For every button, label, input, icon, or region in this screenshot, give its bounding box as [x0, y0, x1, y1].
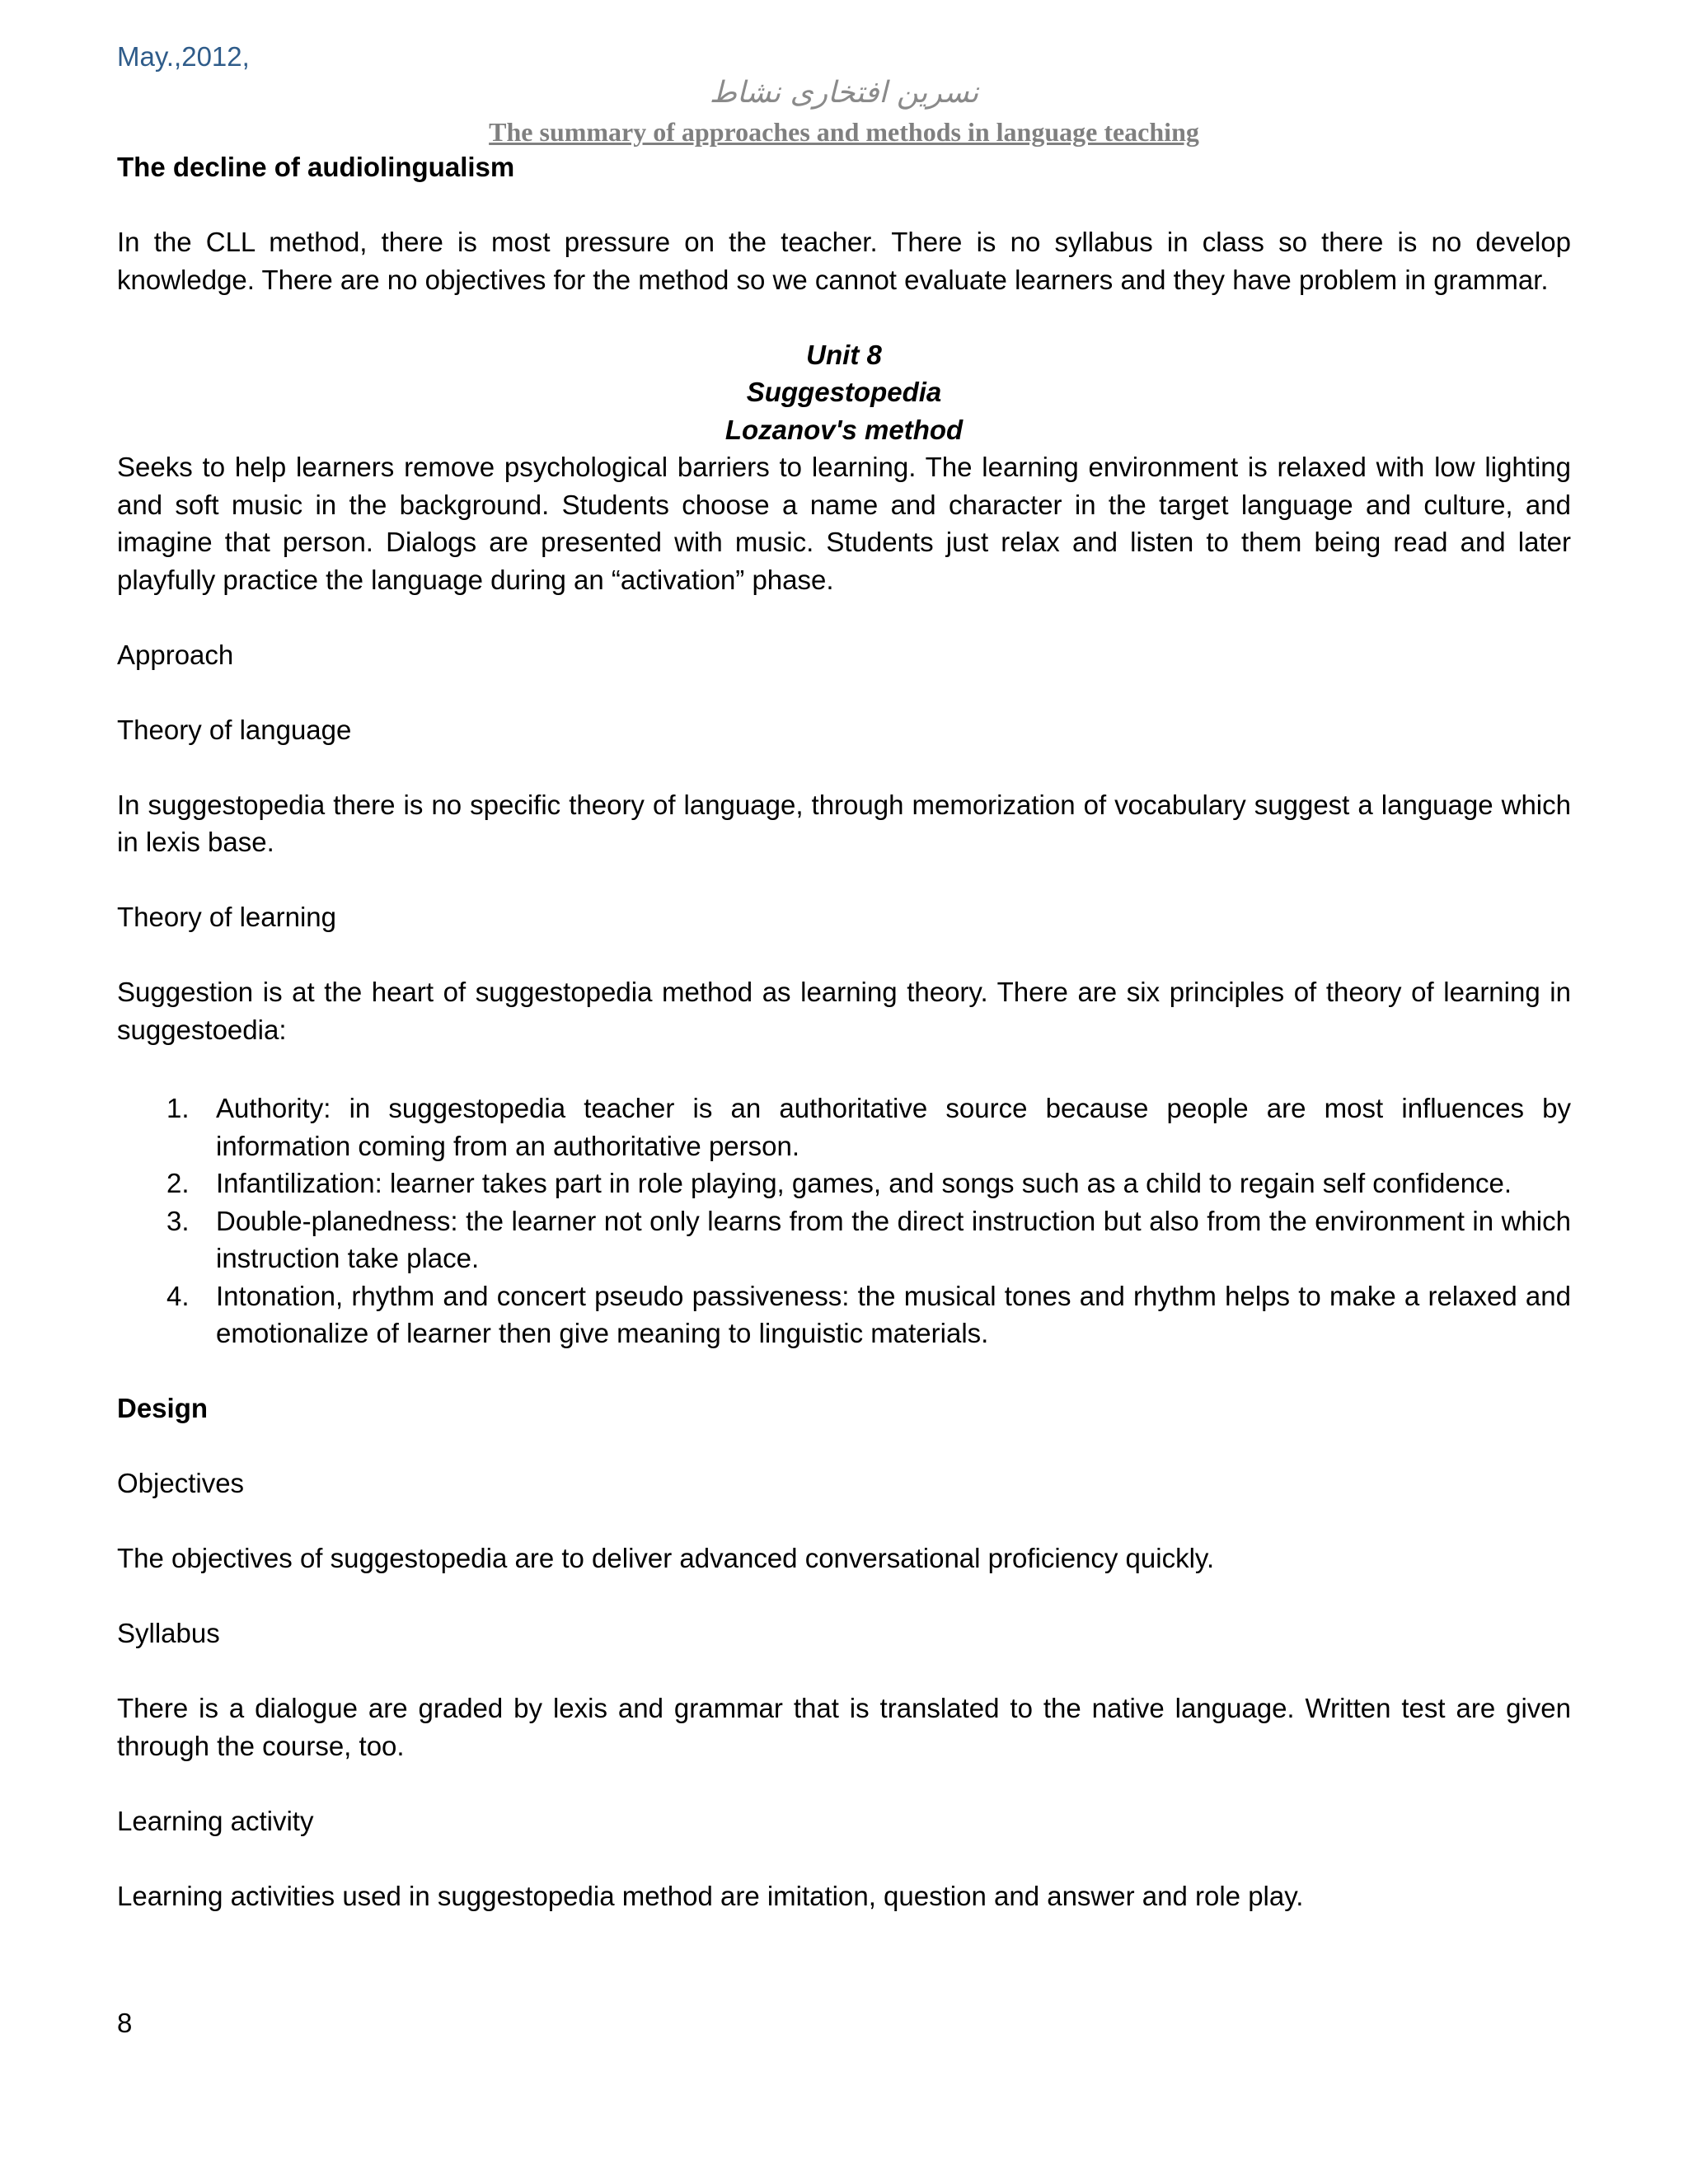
- list-item-text: Double-planedness: the learner not only learns from the direct instruction but also from the environment in which instruction take place.: [216, 1205, 1571, 1273]
- list-item: [117, 1165, 1571, 1202]
- document-body: [117, 148, 1571, 1915]
- header-date: May.,2012,: [117, 41, 250, 72]
- list-item-number: 4.: [166, 1280, 190, 1311]
- subheading-theory-learning: Theory of learning: [117, 902, 336, 932]
- unit-name: Suggestopedia: [746, 377, 942, 407]
- unit-subtitle: Lozanov's method: [724, 414, 964, 445]
- document-title: The summary of approaches and methods in language teaching: [489, 117, 1199, 147]
- list-item-text: Authority: in suggestopedia teacher is an authoritative source because people are most influences by information coming from an authoritative person.: [216, 1093, 1571, 1161]
- subheading-objectives: Objectives: [117, 1468, 245, 1498]
- list-item-number: 2.: [166, 1168, 190, 1198]
- list-item-number: 1.: [166, 1093, 190, 1123]
- section-heading-approach: Approach: [117, 639, 234, 670]
- list-item: [117, 1090, 1571, 1165]
- section-heading-decline: The decline of audiolingualism: [117, 152, 515, 182]
- subheading-learning-activity: Learning activity: [117, 1805, 314, 1836]
- list-item-text: Infantilization: learner takes part in role playing, games, and songs such as a child to regain self confidence.: [216, 1168, 1512, 1198]
- principles-list: [117, 1090, 1571, 1352]
- paragraph-objectives: The objectives of suggestopedia are to deliver advanced conversational proficiency quickly.: [117, 1543, 1215, 1573]
- paragraph-learning-activity: Learning activities used in suggestopedia method are imitation, question and answer and role play.: [117, 1880, 1304, 1911]
- list-item: [117, 1277, 1571, 1352]
- paragraph-syllabus: There is a dialogue are graded by lexis and grammar that is translated to the native language. Written test are given through the course, too.: [117, 1693, 1571, 1761]
- paragraph-theory-learning: Suggestion is at the heart of suggestopedia method as learning theory. There are six principles of theory of learning in suggestoedia:: [117, 977, 1571, 1045]
- subheading-theory-language: Theory of language: [117, 714, 352, 745]
- page-number: 8: [117, 2008, 133, 2038]
- section-heading-design: Design: [117, 1393, 209, 1423]
- unit-number: Unit 8: [806, 339, 882, 370]
- list-item: [117, 1202, 1571, 1277]
- list-item-number: 3.: [166, 1205, 190, 1236]
- paragraph-unit-intro: Seeks to help learners remove psychological barriers to learning. The learning environment is relaxed with low lighting and soft music in the background. Students choose a name and character in the target language and culture, and imagine that person. Dialogs are presented with music. Students just relax and listen to them being read and later playfully practice the language during an “activation” phase.: [117, 452, 1571, 595]
- paragraph-theory-language: In suggestopedia there is no specific theory of language, through memorization of vocabulary suggest a language which in lexis base.: [117, 789, 1571, 857]
- header-author: نسرین افتخاری نشاط: [709, 76, 979, 110]
- subheading-syllabus: Syllabus: [117, 1618, 220, 1648]
- list-item-text: Intonation, rhythm and concert pseudo passiveness: the musical tones and rhythm helps to make a relaxed and emotionalize of learner then give meaning to linguistic materials.: [216, 1280, 1571, 1348]
- paragraph-decline: In the CLL method, there is most pressure on the teacher. There is no syllabus in class so there is no develop knowledge. There are no objectives for the method so we cannot evaluate learners and they have problem in grammar.: [117, 227, 1571, 295]
